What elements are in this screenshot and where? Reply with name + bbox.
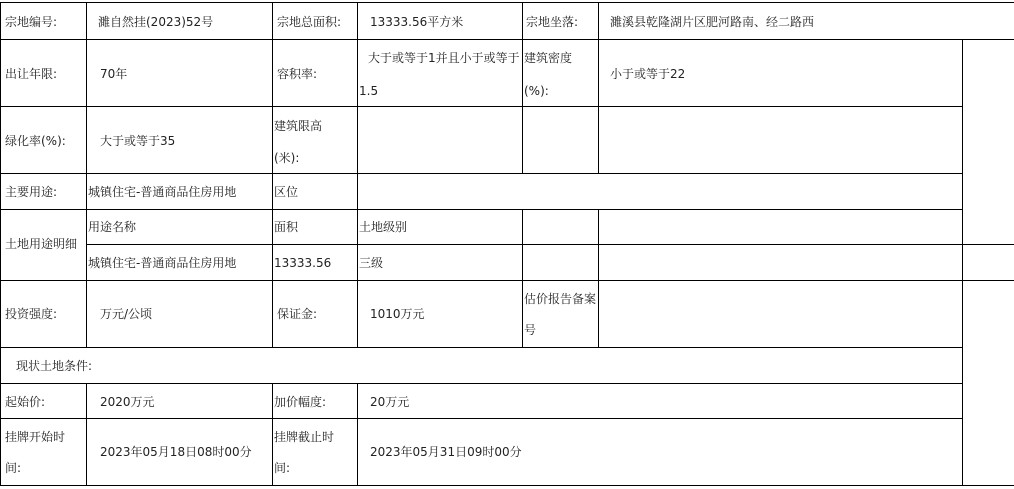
condition-label: 现状土地条件: bbox=[16, 359, 93, 373]
zone-label: 区位 bbox=[274, 185, 299, 199]
border-v bbox=[86, 209, 87, 347]
increment-value: 20万元 bbox=[370, 395, 410, 409]
landuse-header-name: 用途名称 bbox=[88, 220, 137, 234]
border-v bbox=[598, 2, 599, 173]
appraisal-label-line1: 估价报告备案 bbox=[524, 292, 597, 306]
use-value: 城镇住宅-普通商品住房用地 bbox=[88, 185, 237, 199]
height-label-line2: (米): bbox=[274, 151, 300, 165]
start-time-label-line1: 挂牌开始时 bbox=[5, 430, 66, 444]
border-h bbox=[0, 106, 962, 107]
border-v bbox=[86, 383, 87, 486]
deposit-value: 1010万元 bbox=[370, 307, 425, 321]
border-v bbox=[522, 209, 523, 347]
density-label-line1: 建筑密度 bbox=[524, 51, 573, 65]
border-v bbox=[357, 383, 358, 486]
landuse-cell-area: 13333.56 bbox=[274, 256, 332, 270]
deposit-label: 保证金: bbox=[277, 307, 318, 321]
border-h bbox=[0, 347, 962, 348]
density-label-line2: (%): bbox=[524, 84, 549, 98]
end-time-value: 2023年05月31日09时00分 bbox=[370, 445, 522, 459]
location-value: 濉溪县乾隆湖片区肥河路南、经二路西 bbox=[610, 15, 815, 29]
start-price-label: 起始价: bbox=[5, 395, 46, 409]
border-h bbox=[0, 209, 962, 210]
landuse-header-area: 面积 bbox=[274, 220, 299, 234]
invest-value: 万元/公顷 bbox=[100, 307, 153, 321]
end-time-label-line2: 间: bbox=[274, 461, 291, 475]
parcel-no-label: 宗地编号: bbox=[5, 15, 58, 29]
border-h bbox=[0, 280, 1014, 281]
far-label: 容积率: bbox=[277, 67, 318, 81]
start-price-value: 2020万元 bbox=[100, 395, 155, 409]
total-area-value: 13333.56平方米 bbox=[370, 15, 464, 29]
border-v bbox=[357, 2, 358, 347]
term-value: 70年 bbox=[100, 67, 128, 81]
use-label: 主要用途: bbox=[5, 185, 58, 199]
border-h bbox=[0, 173, 962, 174]
far-value-line1: 大于或等于1并且小于或等于 bbox=[368, 51, 520, 65]
border-h bbox=[0, 383, 962, 384]
border-v bbox=[0, 2, 1, 486]
term-label: 出让年限: bbox=[5, 67, 58, 81]
green-value: 大于或等于35 bbox=[100, 134, 176, 148]
location-label: 宗地坐落: bbox=[526, 15, 579, 29]
height-label-line1: 建筑限高 bbox=[274, 119, 323, 133]
border-v bbox=[86, 2, 87, 209]
border-h bbox=[0, 2, 1014, 3]
density-value: 小于或等于22 bbox=[610, 67, 686, 81]
landuse-cell-grade: 三级 bbox=[359, 256, 384, 270]
landuse-label: 土地用途明细 bbox=[5, 237, 78, 251]
far-value-line2: 1.5 bbox=[359, 84, 379, 98]
parcel-no-value: 濉自然挂(2023)52号 bbox=[98, 15, 214, 29]
green-label: 绿化率(%): bbox=[5, 134, 66, 148]
end-time-label-line1: 挂牌截止时 bbox=[274, 430, 335, 444]
start-time-value: 2023年05月18日08时00分 bbox=[100, 445, 252, 459]
border-v bbox=[962, 39, 963, 486]
landuse-cell-name: 城镇住宅-普通商品住房用地 bbox=[88, 256, 237, 270]
border-h bbox=[0, 39, 1014, 40]
invest-label: 投资强度: bbox=[5, 307, 58, 321]
border-v bbox=[272, 2, 273, 347]
total-area-label: 宗地总面积: bbox=[277, 15, 342, 29]
border-v bbox=[272, 383, 273, 486]
border-h bbox=[86, 244, 1014, 245]
border-v bbox=[522, 2, 523, 173]
border-h bbox=[0, 418, 962, 419]
border-h bbox=[0, 485, 1014, 486]
appraisal-label-line2: 号 bbox=[524, 323, 537, 337]
landuse-header-grade: 土地级别 bbox=[359, 220, 408, 234]
increment-label: 加价幅度: bbox=[274, 395, 327, 409]
border-v bbox=[598, 209, 599, 347]
start-time-label-line2: 间: bbox=[5, 461, 22, 475]
